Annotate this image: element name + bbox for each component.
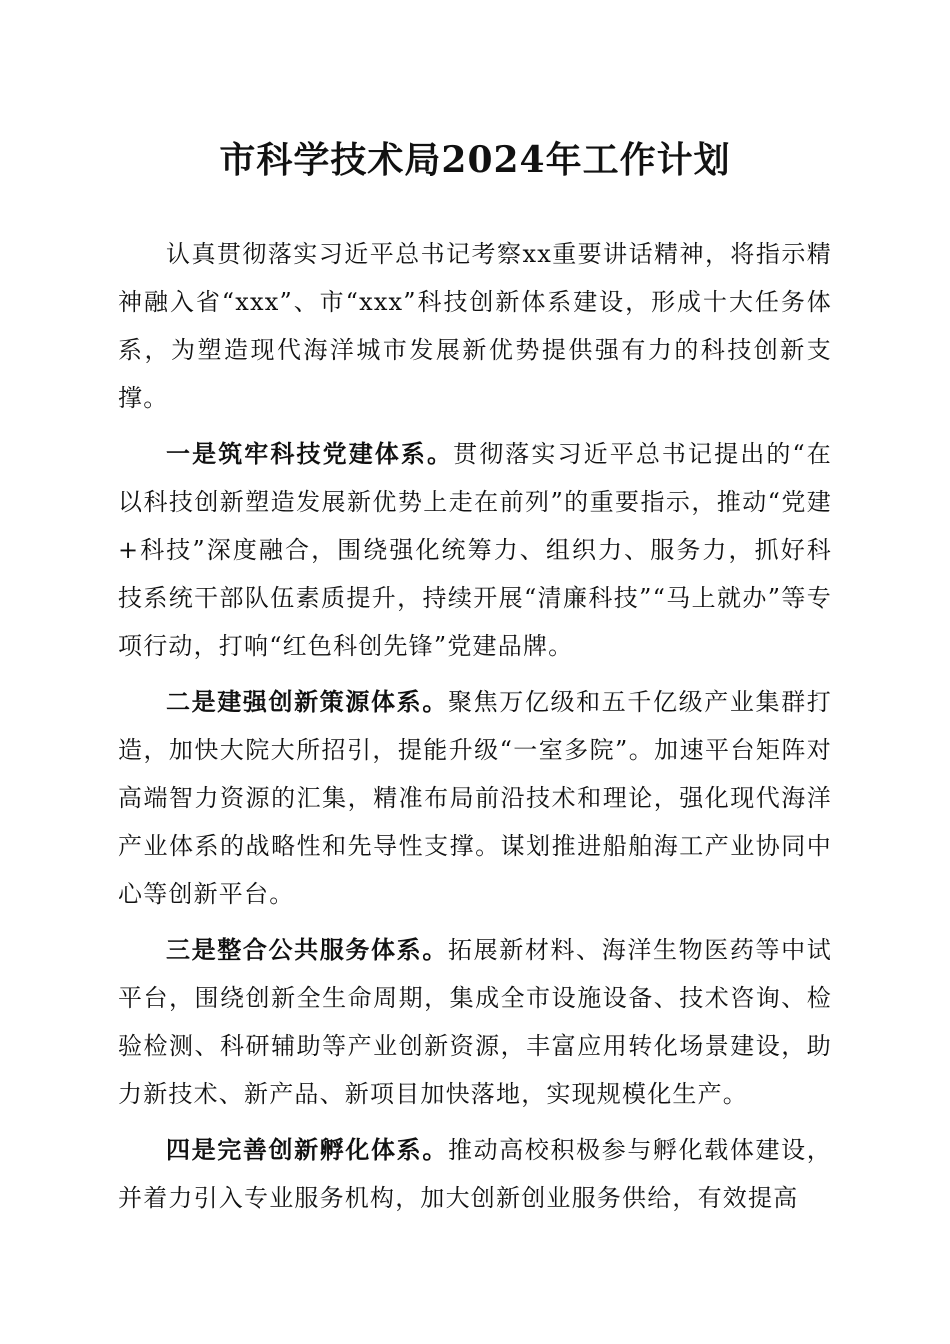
paragraph-text: 认真贯彻落实习近平总书记考察xx重要讲话精神，将指示精神融入省“xxx”、市“xxx”科技创新体系建设，形成十大任务体系，为塑造现代海洋城市发展新优势提供强有力的科技创新支撑。 (118, 240, 832, 412)
paragraph-lead: 四是完善创新孵化体系。 (166, 1135, 448, 1164)
paragraph-incubation (118, 1126, 832, 1222)
paragraph-lead: 一是筑牢科技党建体系。 (166, 439, 454, 468)
paragraph-public-service (118, 926, 832, 1118)
paragraph-lead: 三是整合公共服务体系。 (166, 935, 448, 964)
paragraph-intro (118, 230, 832, 422)
paragraph-party-building (118, 430, 832, 670)
paragraph-text: 推动高校积极参与孵化载体建设，并着力引入专业服务机构，加大创新创业服务供给，有效提高 (118, 1136, 832, 1212)
document-title: 市科学技术局2024年工作计划 (219, 139, 731, 181)
paragraph-lead: 二是建强创新策源体系。 (166, 687, 448, 716)
document-body (118, 230, 832, 1222)
paragraph-text: 聚焦万亿级和五千亿级产业集群打造，加快大院大所招引，提能升级“一室多院”。加速平台矩阵对高端智力资源的汇集，精准布局前沿技术和理论，强化现代海洋产业体系的战略性和先导性支撑。谋划推进船舶海工产业协同中心等创新平台。 (118, 688, 832, 908)
paragraph-text: 贯彻落实习近平总书记提出的“在以科技创新塑造发展新优势上走在前列”的重要指示，推动“党建+科技”深度融合，围绕强化统筹力、组织力、服务力，抓好科技系统干部队伍素质提升，持续开展“清廉科技”“马上就办”等专项行动，打响“红色科创先锋”党建品牌。 (118, 440, 832, 660)
paragraph-innovation-source (118, 678, 832, 918)
paragraph-text: 拓展新材料、海洋生物医药等中试平台，围绕创新全生命周期，集成全市设施设备、技术咨询、检验检测、科研辅助等产业创新资源，丰富应用转化场景建设，助力新技术、新产品、新项目加快落地，实现规模化生产。 (118, 936, 832, 1108)
